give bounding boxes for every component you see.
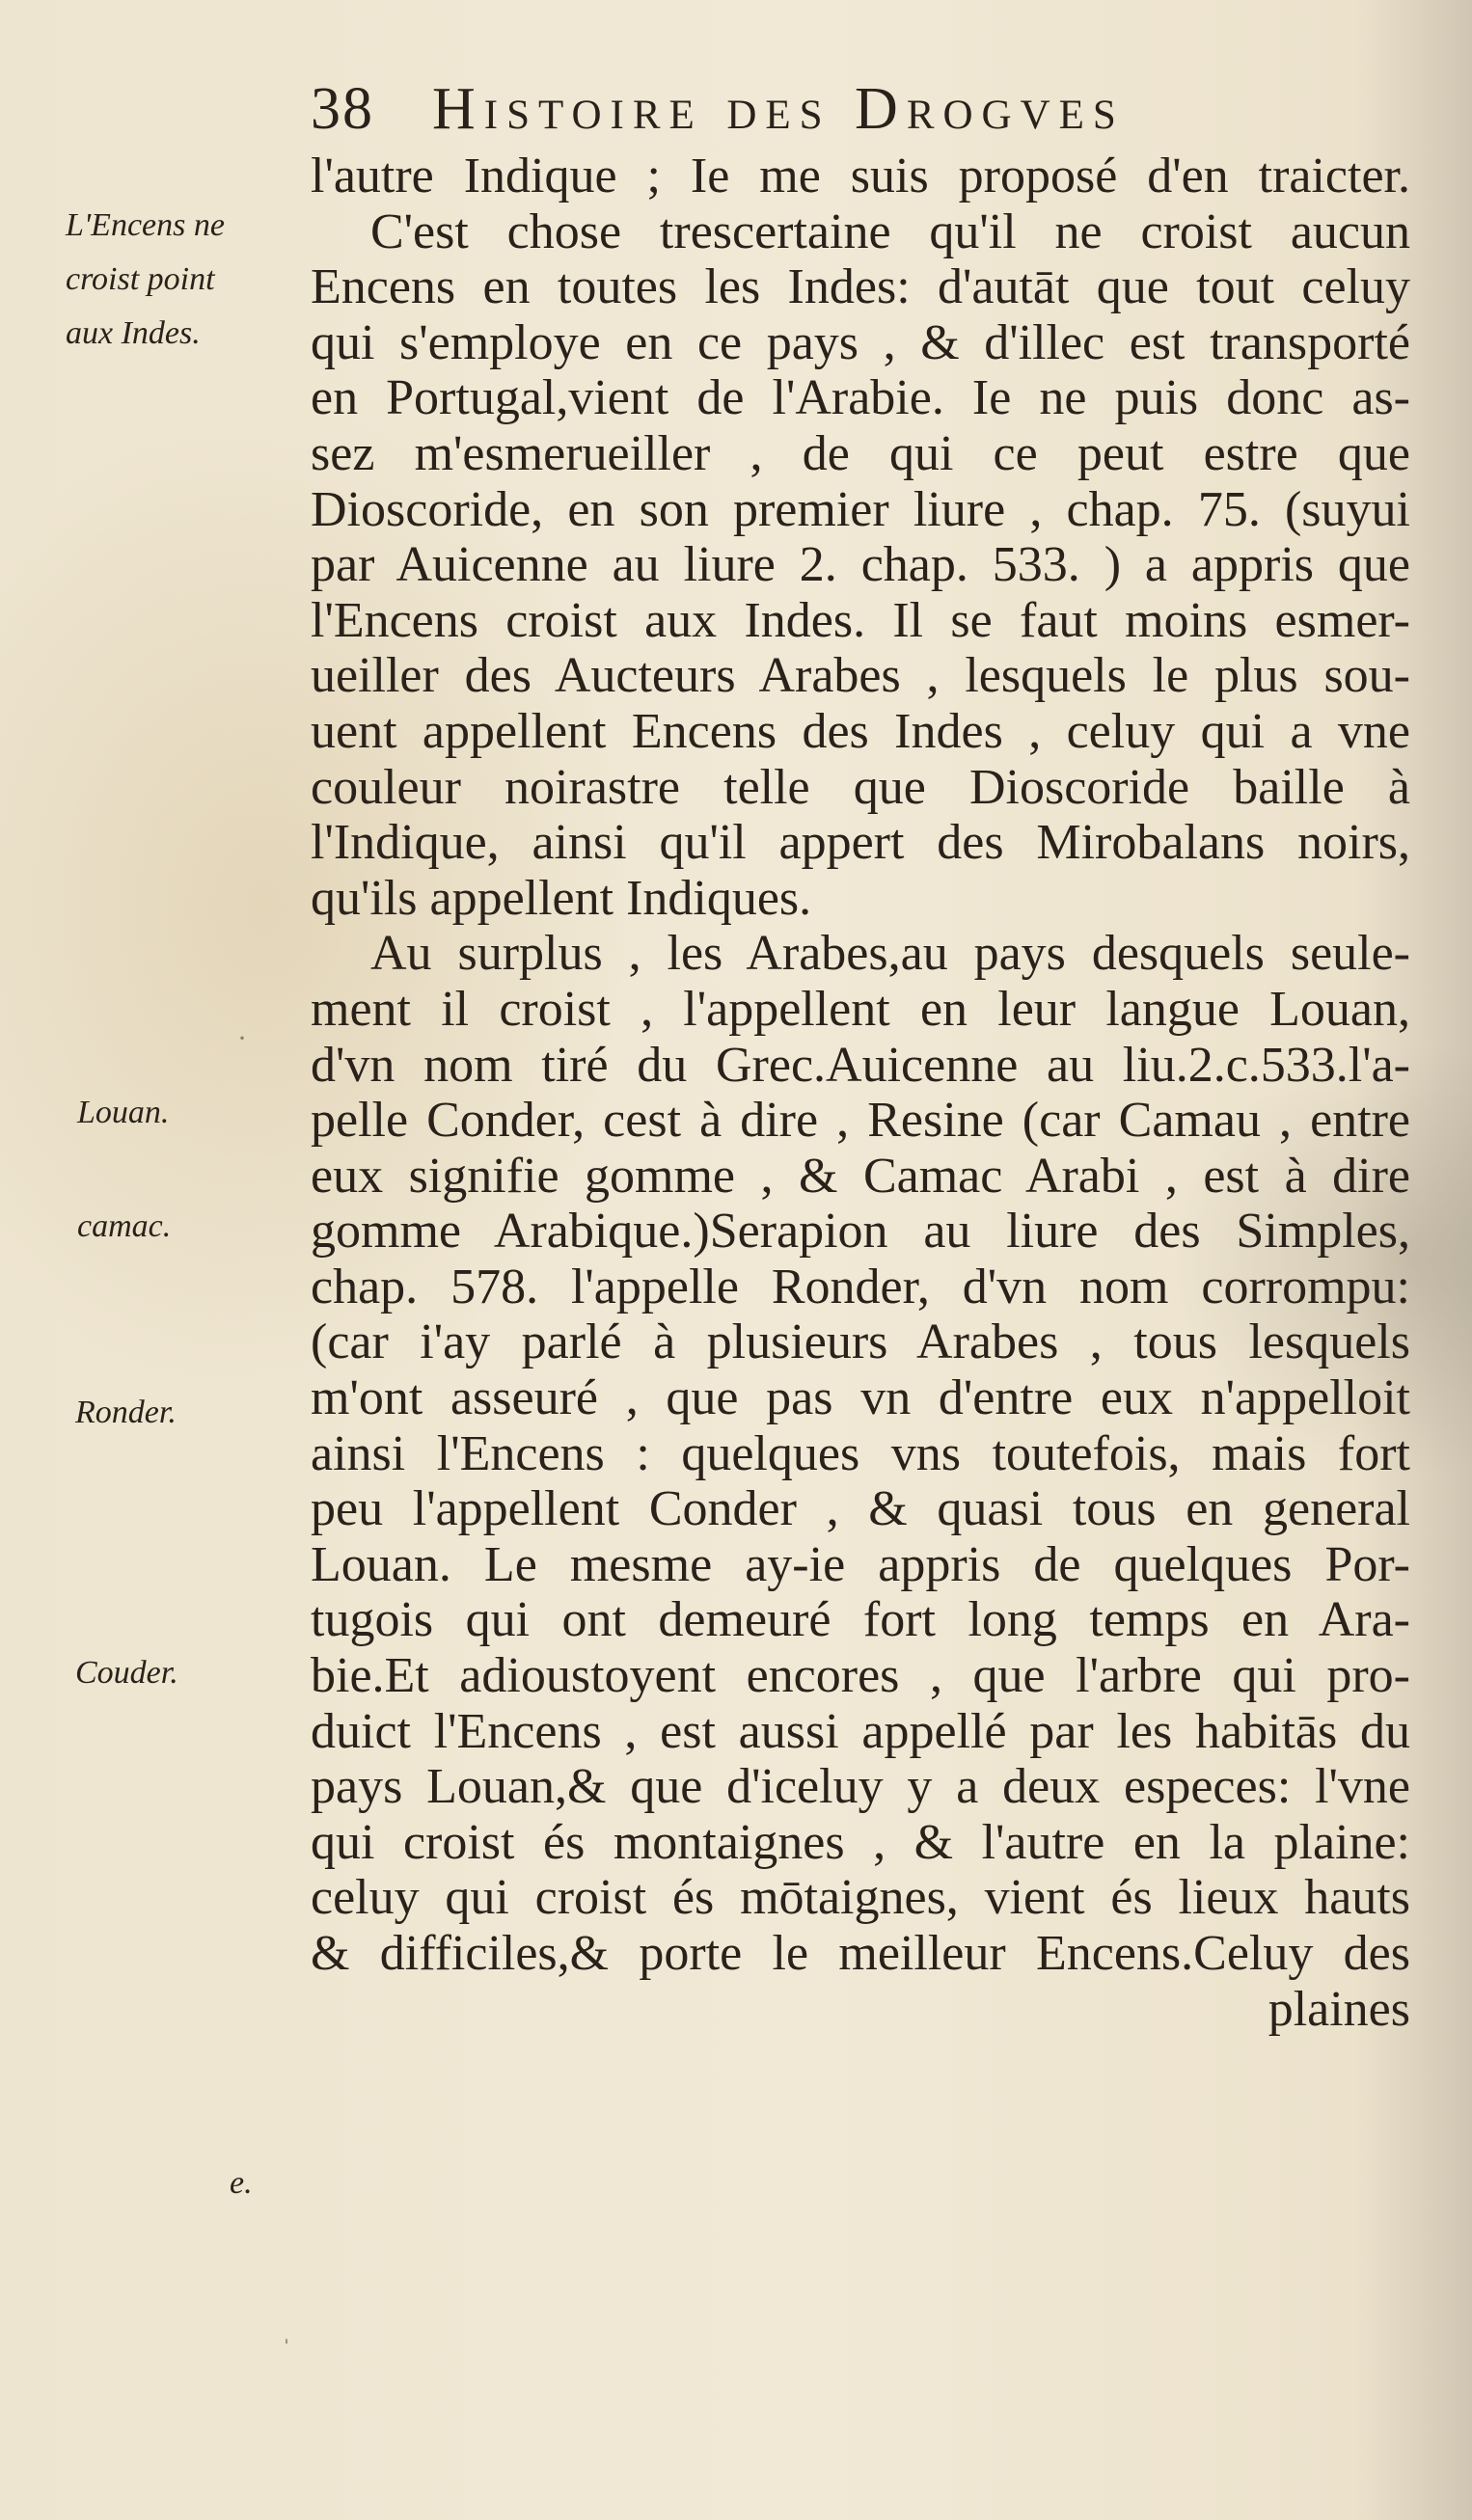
text-line: C'est chose trescertaine qu'il ne croist aucun [370, 203, 1410, 259]
text-block [311, 149, 1410, 2037]
text-line: couleur noirastre telle que Dioscoride baille à [311, 759, 1410, 815]
margin-note: Couder. [75, 1655, 178, 1691]
text-line: (car i'ay parlé à plusieurs Arabes , tous lesquels [311, 1314, 1410, 1370]
page-number: 38 [311, 76, 374, 142]
text-line: Au surplus , les Arabes,au pays desquels seule- [370, 926, 1410, 982]
margin-note: croist point [66, 261, 215, 297]
text-line: pelle Conder, cest à dire , Resine (car Camau , entre [311, 1093, 1410, 1149]
margin-note: L'Encens ne [66, 207, 225, 243]
text-line: peu l'appellent Conder , & quasi tous en general [311, 1481, 1410, 1537]
text-line: uent appellent Encens des Indes , celuy qui a vne [311, 703, 1410, 759]
text-line: qu'ils appellent Indiques. [311, 870, 812, 926]
text-line: celuy qui croist és mōtaignes, vient és lieux hauts [311, 1870, 1410, 1926]
margin-note: Ronder. [75, 1395, 177, 1430]
paper-blemish: ˈ [282, 2334, 291, 2366]
text-line: par Auicenne au liure 2. chap. 533. ) a appris que [311, 537, 1410, 593]
text-line: ueiller des Aucteurs Arabes , lesquels le plus sou- [311, 648, 1410, 704]
text-line: l'Indique, ainsi qu'il appert des Mirobalans noirs, [311, 815, 1410, 871]
text-line: pays Louan,& que d'iceluy y a deux especes: l'vne [311, 1759, 1410, 1815]
running-header [311, 75, 1410, 143]
text-line: qui s'employe en ce pays , & d'illec est transporté [311, 314, 1410, 370]
text-line: l'Encens croist aux Indes. Il se faut moins esmer- [311, 592, 1410, 648]
text-line: Louan. Le mesme ay-ie appris de quelques Por- [311, 1536, 1410, 1592]
text-line: Encens en toutes les Indes: d'autāt que tout celuy [311, 259, 1410, 315]
text-line: en Portugal,vient de l'Arabie. Ie ne puis donc as- [311, 370, 1410, 426]
paper-blemish: · [237, 1022, 247, 1054]
text-line: qui croist és montaignes , & l'autre en la plaine: [311, 1814, 1410, 1870]
text-line: l'autre Indique ; Ie me suis proposé d'en traicter. [311, 149, 1410, 203]
text-line: duict l'Encens , est aussi appellé par les habitās du [311, 1703, 1410, 1759]
text-line: d'vn nom tiré du Grec.Auicenne au liu.2.c.533.l'a- [311, 1037, 1410, 1093]
text-line: & difficiles,& porte le meilleur Encens.Celuy des [311, 1926, 1410, 1981]
text-line: sez m'esmerueiller , de qui ce peut estre que [311, 425, 1410, 481]
text-line: m'ont asseuré , que pas vn d'entre eux n'appelloit [311, 1370, 1410, 1426]
text-line: eux signifie gomme , & Camac Arabi , est à dire [311, 1148, 1410, 1204]
margin-note: aux Indes. [66, 315, 201, 351]
text-line: Dioscoride, en son premier liure , chap. 75. (suyui [311, 481, 1410, 537]
margin-note: e. [230, 2165, 253, 2201]
text-line: bie.Et adioustoyent encores , que l'arbre qui pro- [311, 1648, 1410, 1704]
margin-note: camac. [77, 1208, 172, 1244]
running-title: Histoire des Drogves [432, 76, 1125, 142]
text-line: ainsi l'Encens : quelques vns toutefois, mais fort [311, 1425, 1410, 1481]
catchword: plaines [1268, 1981, 1410, 2037]
text-line: gomme Arabique.)Serapion au liure des Simples, [311, 1204, 1410, 1260]
margin-note: Louan. [77, 1095, 170, 1130]
text-line: tugois qui ont demeuré fort long temps en Ara- [311, 1592, 1410, 1648]
text-line: ment il croist , l'appellent en leur langue Louan, [311, 981, 1410, 1037]
text-line: chap. 578. l'appelle Ronder, d'vn nom corrompu: [311, 1259, 1410, 1314]
